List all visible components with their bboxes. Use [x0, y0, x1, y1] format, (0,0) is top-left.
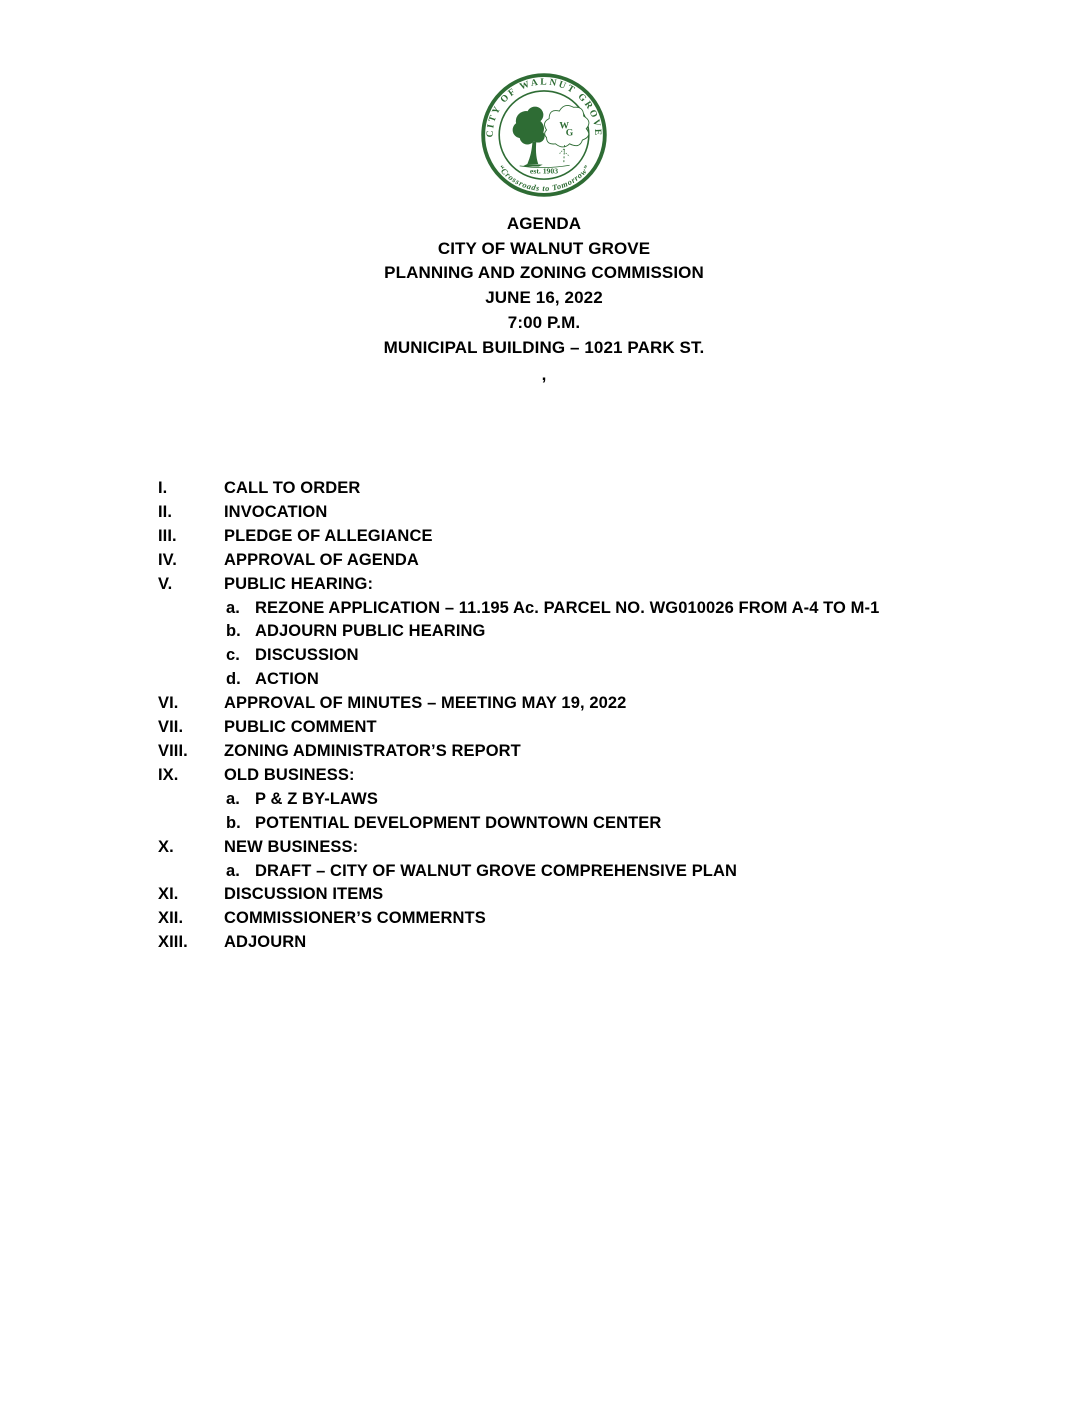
- agenda-subitem: [0, 668, 1088, 692]
- seal-monogram-g: G: [565, 128, 574, 139]
- agenda-item: [0, 549, 1088, 573]
- agenda-item-numeral: X.: [158, 837, 174, 856]
- header-line-city: CITY OF WALNUT GROVE: [437, 238, 651, 258]
- agenda-item: [0, 740, 1088, 764]
- agenda-subitem-label: POTENTIAL DEVELOPMENT DOWNTOWN CENTER: [255, 813, 662, 832]
- agenda-item-numeral: III.: [158, 526, 177, 545]
- agenda-list: [0, 477, 1088, 955]
- agenda-item-label: OLD BUSINESS:: [224, 765, 355, 784]
- agenda-item-label: DISCUSSION ITEMS: [224, 885, 384, 904]
- agenda-subitem-letter: b.: [226, 813, 241, 832]
- agenda-subitem-letter: a.: [226, 861, 240, 880]
- agenda-item: [0, 692, 1088, 716]
- agenda-subitem-label: P & Z BY-LAWS: [255, 789, 378, 808]
- agenda-item-label: APPROVAL OF AGENDA: [224, 550, 419, 569]
- agenda-subitem: [0, 620, 1088, 644]
- agenda-subitem: [0, 788, 1088, 812]
- header-line-commission: PLANNING AND ZONING COMMISSION: [384, 263, 704, 283]
- agenda-item-label: PUBLIC COMMENT: [224, 718, 377, 737]
- agenda-subitem-letter: b.: [226, 622, 241, 641]
- agenda-item: [0, 836, 1088, 860]
- agenda-subitem-label: ADJOURN PUBLIC HEARING: [255, 622, 486, 641]
- agenda-item-label: APPROVAL OF MINUTES – MEETING MAY 19, 2022: [224, 694, 627, 713]
- agenda-item-numeral: XII.: [158, 909, 184, 928]
- agenda-item: [0, 764, 1088, 788]
- agenda-item: [0, 931, 1088, 955]
- agenda-item-numeral: VII.: [158, 718, 184, 737]
- seal-ring-bottom-text: “Crossroads to Tomorrow”: [496, 163, 592, 194]
- agenda-item-label: ZONING ADMINISTRATOR’S REPORT: [224, 741, 521, 760]
- city-of-walnut-grove-seal-icon: [480, 72, 608, 198]
- seal-tree-solid-canopy: [513, 107, 545, 167]
- agenda-item: [0, 477, 1088, 501]
- agenda-item-numeral: IV.: [158, 550, 177, 569]
- agenda-item: [0, 525, 1088, 549]
- agenda-item-numeral: VI.: [158, 694, 179, 713]
- header-line-location: MUNICIPAL BUILDING – 1021 PARK ST.: [383, 337, 705, 357]
- agenda-subitem-label: REZONE APPLICATION – 11.195 Ac. PARCEL NO. WG010026 FROM A-4 TO M-1: [255, 598, 880, 617]
- agenda-item-numeral: VIII.: [158, 741, 188, 760]
- agenda-subitem-letter: a.: [226, 598, 240, 617]
- seal-ring-top-text: CITY OF WALNUT GROVE: [485, 77, 603, 138]
- agenda-subitem: [0, 644, 1088, 668]
- agenda-item-label: PLEDGE OF ALLEGIANCE: [224, 526, 433, 545]
- agenda-item-label: ADJOURN: [224, 933, 307, 952]
- agenda-item: [0, 501, 1088, 525]
- agenda-subitem: [0, 812, 1088, 836]
- agenda-item-label: COMMISSIONER’S COMMERNTS: [224, 909, 486, 928]
- seal-tree-outline-canopy: [545, 105, 589, 162]
- seal-est-text: est. 1903: [529, 166, 559, 176]
- agenda-item-numeral: IX.: [158, 765, 179, 784]
- agenda-item-numeral: V.: [158, 574, 173, 593]
- agenda-subitem-letter: c.: [226, 646, 240, 665]
- seal-monogram-w: W: [559, 121, 569, 132]
- agenda-item-label: INVOCATION: [224, 502, 328, 521]
- agenda-item-numeral: I.: [158, 479, 168, 497]
- agenda-item: [0, 907, 1088, 931]
- header-line-agenda: AGENDA: [506, 214, 582, 233]
- document-header: [0, 212, 1088, 388]
- agenda-subitem-label: DRAFT – CITY OF WALNUT GROVE COMPREHENSIVE PLAN: [255, 861, 738, 880]
- agenda-item-numeral: II.: [158, 502, 173, 521]
- city-seal-container: [0, 72, 1088, 203]
- agenda-item-label: PUBLIC HEARING:: [224, 574, 374, 593]
- agenda-subitem-label: ACTION: [255, 670, 319, 689]
- agenda-item: [0, 716, 1088, 740]
- agenda-item: [0, 883, 1088, 907]
- header-line-date: JUNE 16, 2022: [485, 288, 603, 308]
- header-line-time: 7:00 P.M.: [507, 312, 581, 332]
- agenda-subitem: [0, 860, 1088, 884]
- agenda-item-numeral: XIII.: [158, 933, 188, 952]
- agenda-subitem: [0, 597, 1088, 621]
- agenda-item-numeral: XI.: [158, 885, 179, 904]
- agenda-subitem-label: DISCUSSION: [255, 646, 359, 665]
- agenda-item-label: CALL TO ORDER: [224, 479, 361, 497]
- header-stray-comma: ,: [541, 365, 547, 385]
- agenda-subitem-letter: a.: [226, 789, 240, 808]
- agenda-item-label: NEW BUSINESS:: [224, 837, 359, 856]
- agenda-subitem-letter: d.: [226, 670, 241, 689]
- agenda-item: [0, 573, 1088, 597]
